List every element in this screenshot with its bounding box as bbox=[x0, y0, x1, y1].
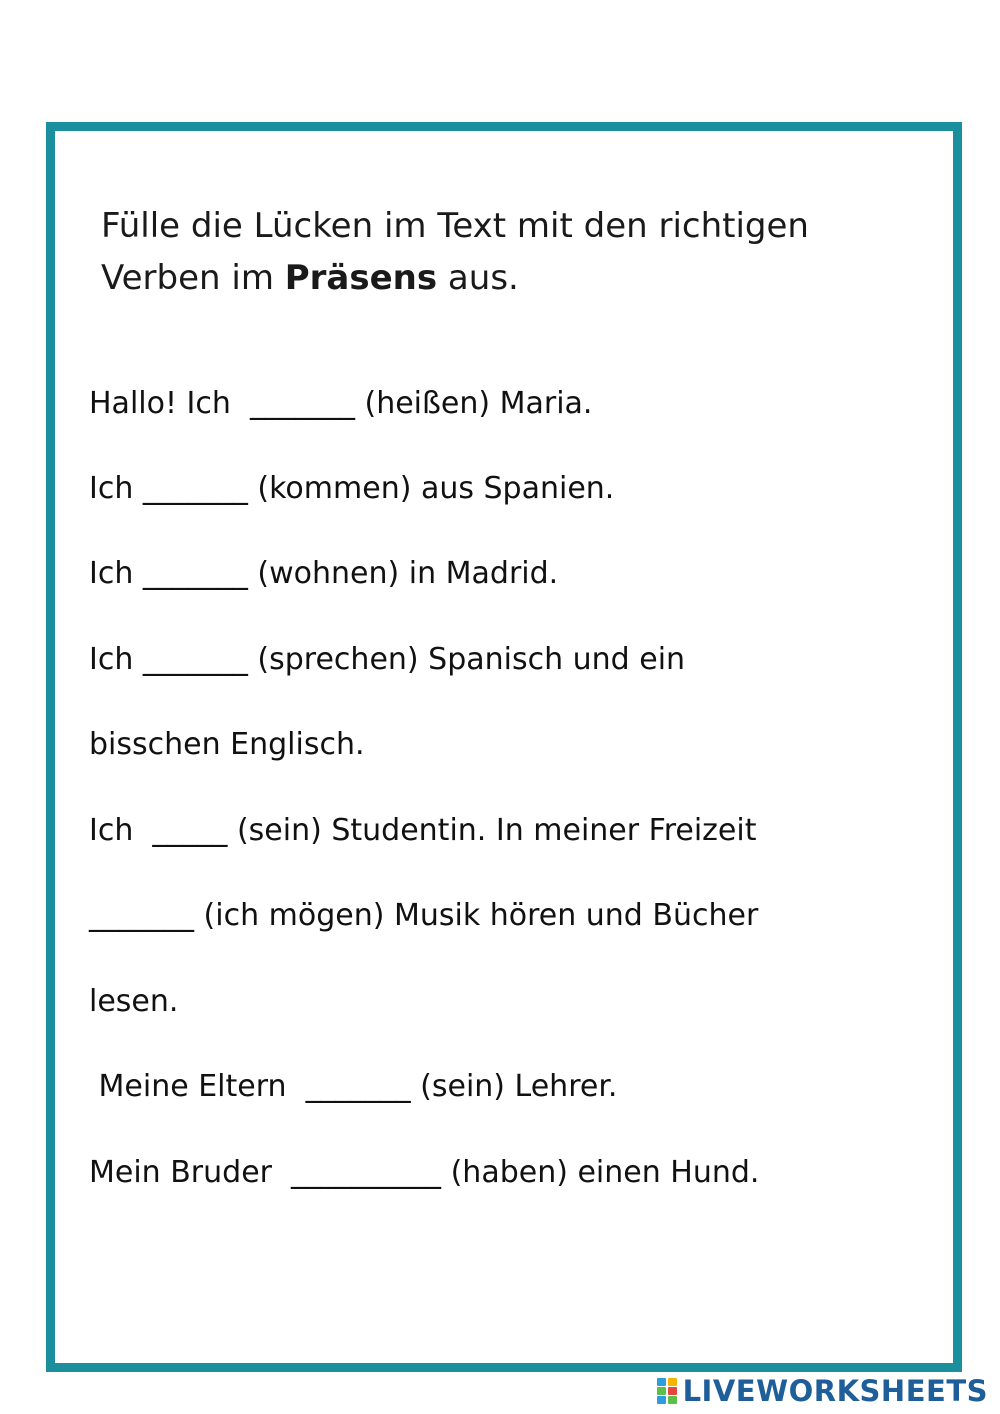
instruction-line-1: Fülle die Lücken im Text mit den richtigen bbox=[101, 206, 809, 246]
exercise-line-10: Mein Bruder __________ (haben) einen Hund. bbox=[89, 1155, 760, 1190]
instruction-keyword: Präsens bbox=[284, 258, 438, 298]
exercise-line-5: bisschen Englisch. bbox=[89, 727, 365, 762]
exercise-line-4: Ich _______ (sprechen) Spanisch und ein bbox=[89, 642, 686, 677]
exercise-line-3: Ich _______ (wohnen) in Madrid. bbox=[89, 556, 559, 591]
instruction-text bbox=[101, 200, 921, 304]
exercise-line-1: Hallo! Ich _______ (heißen) Maria. bbox=[89, 386, 593, 421]
instruction-line-2-start: Verben im bbox=[101, 258, 285, 298]
instruction-line-2 bbox=[101, 252, 921, 304]
exercise-line-9: Meine Eltern _______ (sein) Lehrer. bbox=[89, 1069, 618, 1104]
exercise-line-2: Ich _______ (kommen) aus Spanien. bbox=[89, 471, 615, 506]
liveworksheets-logo-icon bbox=[657, 1378, 679, 1404]
exercise-line-6: Ich _____ (sein) Studentin. In meiner Freizeit bbox=[89, 813, 757, 848]
exercise-line-8: lesen. bbox=[89, 984, 179, 1019]
liveworksheets-brand: LIVEWORKSHEETS bbox=[682, 1374, 988, 1408]
exercise-line-7: _______ (ich mögen) Musik hören und Bücher bbox=[89, 898, 759, 933]
liveworksheets-footer[interactable] bbox=[657, 1376, 988, 1406]
instruction-line-2-end: aus. bbox=[437, 258, 519, 298]
